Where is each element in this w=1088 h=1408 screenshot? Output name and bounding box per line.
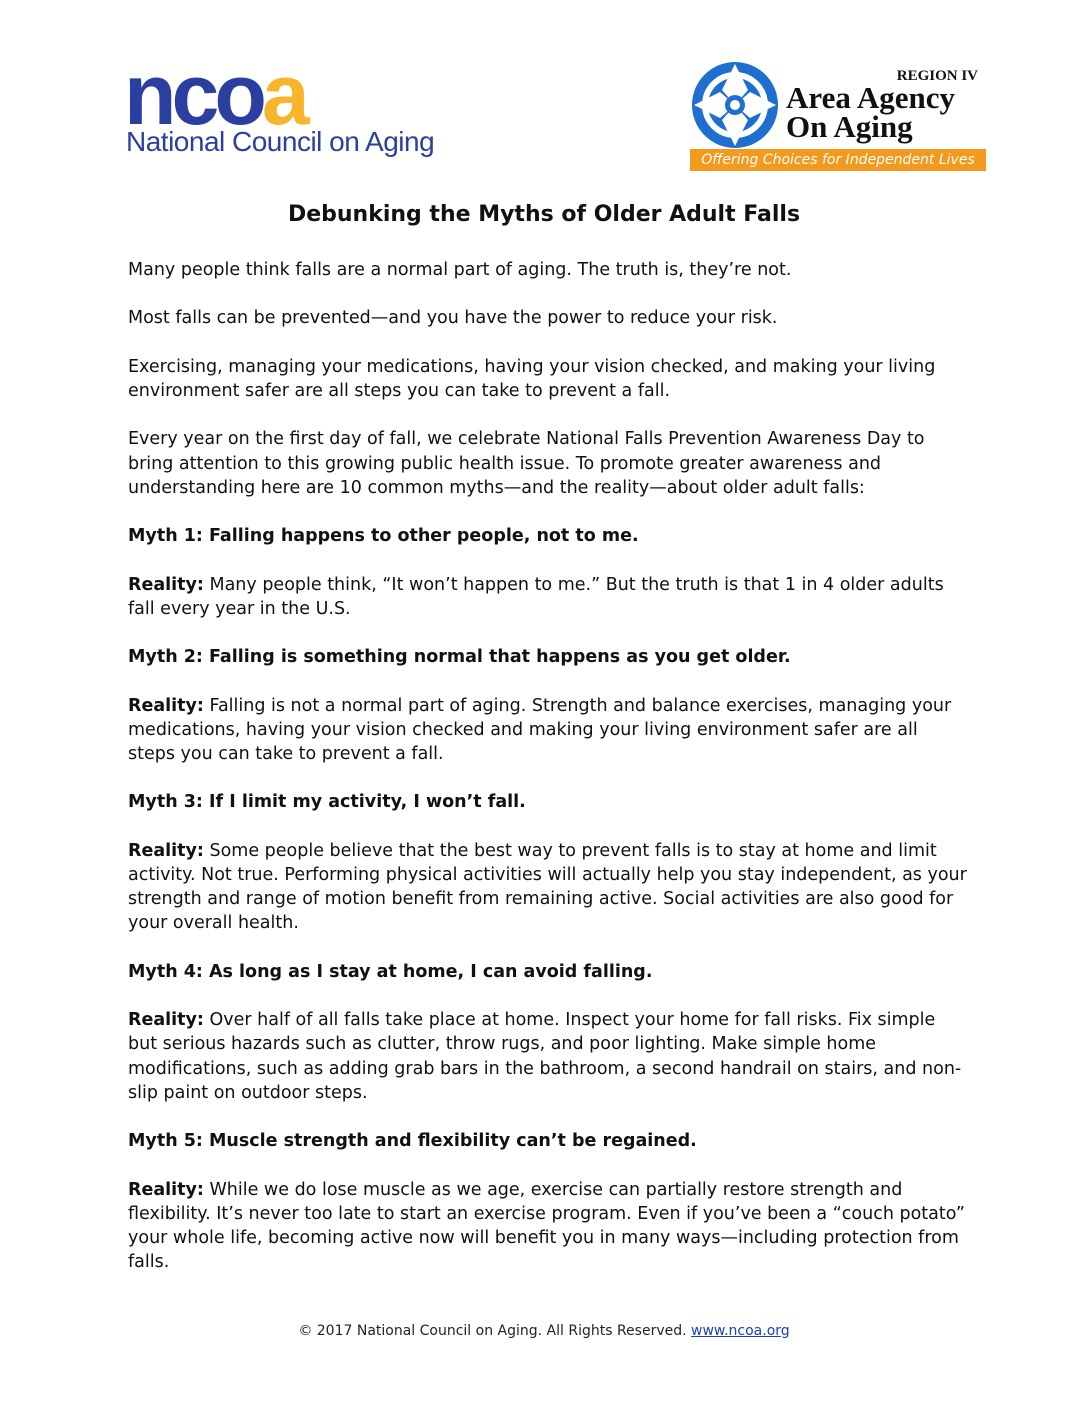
- document-body: [128, 258, 968, 1299]
- aaa-name-line2: On Aging: [786, 109, 913, 144]
- reality-paragraph: [128, 573, 968, 621]
- area-agency-logo: [690, 58, 990, 174]
- ncoa-website-link[interactable]: www.ncoa.org: [691, 1323, 790, 1339]
- reality-paragraph: [128, 694, 968, 767]
- copyright-text: © 2017 National Council on Aging. All Rights Reserved.: [298, 1323, 692, 1339]
- intro-paragraph: Every year on the first day of fall, we celebrate National Falls Prevention Awareness Day to bring attention to this growing public health issue. To promote greater awareness and understanding here are 10 common myths—and the reality—about older adult falls:: [128, 429, 925, 498]
- intro-paragraph: Exercising, managing your medications, having your vision checked, and making your living environment safer are all steps you can take to prevent a fall.: [128, 356, 936, 401]
- reality-text: Over half of all falls take place at home. Inspect your home for fall risks. Fix simple but serious hazards such as clutter, throw rugs, and poor lighting. Make simple home modifications, such as adding grab bars in the bathroom, a second handrail on stairs, and non-slip paint on outdoor steps.: [128, 1010, 962, 1103]
- aaa-tagline: Offering Choices for Independent Lives: [690, 149, 986, 171]
- myth-heading: Myth 2: Falling is something normal that happens as you get older.: [128, 647, 791, 668]
- intro-paragraph: Many people think falls are a normal part of aging. The truth is, they’re not.: [128, 260, 792, 280]
- ncoa-wordmark-main: nco: [124, 47, 262, 143]
- myth-heading: Myth 5: Muscle strength and flexibility can’t be regained.: [128, 1131, 697, 1152]
- reality-label: Reality:: [128, 840, 204, 861]
- reality-paragraph: [128, 839, 968, 936]
- intro-paragraph: Most falls can be prevented—and you have the power to reduce your risk.: [128, 308, 778, 329]
- globe-emblem-icon: [690, 60, 780, 150]
- reality-text: Many people think, “It won’t happen to me.” But the truth is that 1 in 4 older adults fall every year in the U.S.: [128, 574, 944, 619]
- footer: [0, 1323, 1088, 1339]
- ncoa-logo: [124, 47, 464, 160]
- document-title: Debunking the Myths of Older Adult Falls: [287, 202, 801, 227]
- reality-text: While we do lose muscle as we age, exercise can partially restore strength and flexibility. It’s never too late to start an exercise program. Even if you’ve been a “couch potato” your whole life, becoming active now will benefit you in many ways—including protection from falls.: [128, 1179, 965, 1273]
- aaa-region-label: REGION IV: [896, 68, 978, 84]
- ncoa-logo-subtitle: National Council on Aging: [126, 126, 435, 157]
- reality-label: Reality:: [128, 695, 204, 716]
- reality-text: Some people believe that the best way to prevent falls is to stay at home and limit activity. Not true. Performing physical activities will actually help you stay independent, as your strength and range of motion benefit from remaining active. Social activities are also good for your overall health.: [128, 840, 967, 934]
- reality-paragraph: [128, 1008, 968, 1105]
- myth-heading: Myth 4: As long as I stay at home, I can avoid falling.: [128, 961, 653, 982]
- myth-heading: Myth 1: Falling happens to other people, not to me.: [128, 526, 639, 547]
- reality-text: Falling is not a normal part of aging. Strength and balance exercises, managing your medications, having your vision checked and making your living environment safer are all steps you can take to prevent a fall.: [128, 695, 952, 764]
- reality-paragraph: [128, 1178, 968, 1275]
- myth-heading: Myth 3: If I limit my activity, I won’t fall.: [128, 792, 526, 813]
- ncoa-wordmark-accent: a: [261, 47, 305, 143]
- aaa-name-line1: Area Agency: [786, 80, 956, 115]
- reality-label: Reality:: [128, 574, 204, 595]
- reality-label: Reality:: [128, 1010, 204, 1031]
- reality-label: Reality:: [128, 1179, 204, 1200]
